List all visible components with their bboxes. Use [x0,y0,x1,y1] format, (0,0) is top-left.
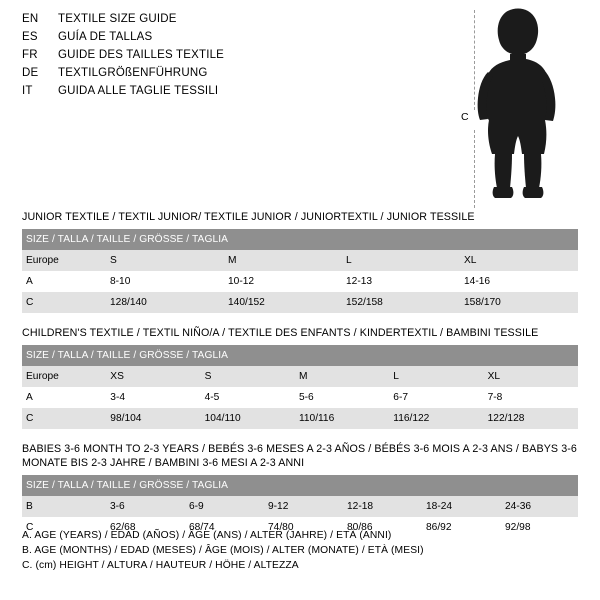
row-label: C [22,292,106,313]
row-label: A [22,271,106,292]
cell: 3-4 [106,387,200,408]
cell: L [342,250,460,271]
section-title-children: CHILDREN'S TEXTILE / TEXTIL NIÑO/A / TEXTILE DES ENFANTS / KINDERTEXTIL / BAMBINI TESSILE [22,327,539,339]
table-row [22,496,578,517]
language-title: GUIDE DES TAILLES TEXTILE [58,49,225,61]
table-row [22,292,578,313]
legend-block [22,528,582,573]
table-header-row [22,475,578,496]
language-code: DE [22,67,39,79]
toddler-silhouette-icon [460,8,580,203]
cell: 86/92 [422,517,501,538]
cell: 62/68 [106,517,185,538]
table-row [22,271,578,292]
section-title-babies: BABIES 3-6 MONTH TO 2-3 YEARS / BEBÉS 3-6 MESES A 2-3 AÑOS / BÉBÉS 3-6 MOIS A 2-3 ANS / BABYS 3-6 MONATE BIS 2-3 JAHRE / BAMBINI 3-6 MESI A 2-3 ANNI [22,443,577,469]
cell: 98/104 [106,408,200,429]
legend-line-c: C. (cm) HEIGHT / ALTURA / HAUTEUR / HÖHE / ALTEZZA [22,560,299,571]
cell: 122/128 [484,408,578,429]
table-row [22,250,578,271]
cell: 4-5 [201,387,295,408]
cell: 116/122 [389,408,483,429]
cell: 152/158 [342,292,460,313]
language-title: GUIDA ALLE TAGLIE TESSILI [58,85,219,97]
language-code: FR [22,49,38,61]
section-title-junior: JUNIOR TEXTILE / TEXTIL JUNIOR/ TEXTILE JUNIOR / JUNIORTEXTIL / JUNIOR TESSILE [22,211,475,223]
cell: 10-12 [224,271,342,292]
language-code: IT [22,85,33,97]
cell: 6-7 [389,387,483,408]
legend-line-b: B. AGE (MONTHS) / EDAD (MESES) / ÂGE (MOIS) / ALTER (MONATE) / ETÀ (MESI) [22,545,424,556]
table-header-row [22,229,578,250]
table-header-label: SIZE / TALLA / TAILLE / GRÖSSE / TAGLIA [22,345,578,366]
cell: 18-24 [422,496,501,517]
cell: 7-8 [484,387,578,408]
cell: 9-12 [264,496,343,517]
cell: 12-18 [343,496,422,517]
cell: 5-6 [295,387,389,408]
language-title-block [22,13,422,103]
cell: 74/80 [264,517,343,538]
cell: S [106,250,224,271]
row-label: A [22,387,106,408]
cell: L [389,366,483,387]
cell: 92/98 [501,517,578,538]
size-table-children [22,345,578,429]
cell: M [295,366,389,387]
legend-line-a: A. AGE (YEARS) / EDAD (AÑOS) / ÂGE (ANS) / ALTER (JAHRE) / ETÀ (ANNI) [22,530,392,541]
cell: 104/110 [201,408,295,429]
cell: 68/74 [185,517,264,538]
table-row [22,408,578,429]
cell: 12-13 [342,271,460,292]
cell: 110/116 [295,408,389,429]
row-label: Europe [22,250,106,271]
language-row [22,49,422,67]
cell: 140/152 [224,292,342,313]
language-code: EN [22,13,39,25]
height-measure-label: C [458,111,472,123]
language-code: ES [22,31,38,43]
cell: XL [484,366,578,387]
size-table-junior [22,229,578,313]
row-label: Europe [22,366,106,387]
table-row [22,366,578,387]
cell: XS [106,366,200,387]
language-row [22,67,422,85]
row-label: B [22,496,106,517]
table-header-label: SIZE / TALLA / TAILLE / GRÖSSE / TAGLIA [22,475,578,496]
table-header-label: SIZE / TALLA / TAILLE / GRÖSSE / TAGLIA [22,229,578,250]
cell: 24-36 [501,496,578,517]
cell: 158/170 [460,292,578,313]
cell: 3-6 [106,496,185,517]
cell: 8-10 [106,271,224,292]
cell: 80/86 [343,517,422,538]
table-row [22,387,578,408]
language-row [22,31,422,49]
cell: 14-16 [460,271,578,292]
language-row [22,85,422,103]
table-header-row [22,345,578,366]
language-title: TEXTILE SIZE GUIDE [58,13,177,25]
cell: M [224,250,342,271]
cell: 128/140 [106,292,224,313]
row-label: C [22,517,106,538]
size-tables [22,210,578,551]
measurement-figure [430,8,595,203]
row-label: C [22,408,106,429]
cell: XL [460,250,578,271]
language-row [22,13,422,31]
cell: 6-9 [185,496,264,517]
language-title: TEXTILGRÖßENFÜHRUNG [58,67,208,79]
cell: S [201,366,295,387]
language-title: GUÍA DE TALLAS [58,31,153,43]
